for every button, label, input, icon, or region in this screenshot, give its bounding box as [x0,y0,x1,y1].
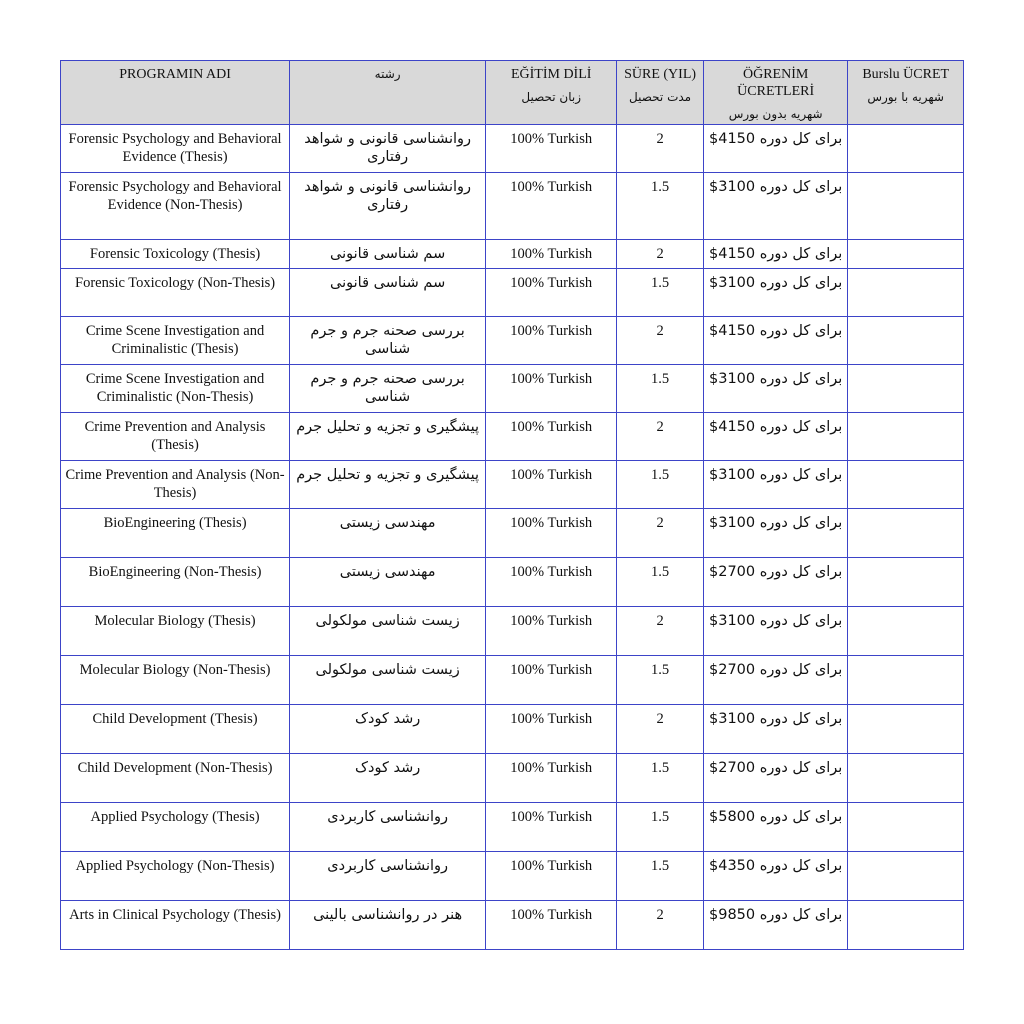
header-fee-label: ÖĞRENİM ÜCRETLERİ [737,67,815,99]
field-name: رشد کودک [290,705,486,754]
scholarship-cell [848,656,964,705]
scholarship-cell [848,240,964,269]
language-cell: 100% Turkish [486,317,617,365]
table-row [61,317,964,365]
fee-cell: برای کل دوره 2700$ [703,558,847,607]
program-name: Molecular Biology (Thesis) [61,607,290,656]
program-name: Forensic Psychology and Behavioral Evidence (Non-Thesis) [61,173,290,240]
fee-cell: برای کل دوره 3100$ [703,705,847,754]
duration-cell: 1.5 [617,461,704,509]
language-cell: 100% Turkish [486,173,617,240]
program-name: Child Development (Non-Thesis) [61,754,290,803]
header-field [290,61,486,125]
field-name: روانشناسی کاربردی [290,852,486,901]
program-name: Molecular Biology (Non-Thesis) [61,656,290,705]
language-cell: 100% Turkish [486,461,617,509]
language-cell: 100% Turkish [486,509,617,558]
field-name: رشد کودک [290,754,486,803]
header-language-sub: زبان تحصیل [521,90,582,104]
scholarship-cell [848,558,964,607]
language-cell: 100% Turkish [486,656,617,705]
table-row [61,656,964,705]
program-name: Child Development (Thesis) [61,705,290,754]
scholarship-cell [848,413,964,461]
field-name: پیشگیری و تجزیه و تحلیل جرم [290,413,486,461]
duration-cell: 1.5 [617,269,704,317]
header-program [61,61,290,125]
program-name: Forensic Toxicology (Thesis) [61,240,290,269]
table-row [61,240,964,269]
header-fee [703,61,847,125]
header-fee-sub: شهریه بدون بورس [728,107,823,121]
program-name: Crime Prevention and Analysis (Non-Thesis) [61,461,290,509]
scholarship-cell [848,803,964,852]
header-field-label: رشته [374,67,401,81]
scholarship-cell [848,852,964,901]
fee-cell: برای کل دوره 3100$ [703,173,847,240]
header-duration-label: SÜRE (YIL) [624,67,697,82]
fee-cell: برای کل دوره 3100$ [703,461,847,509]
scholarship-cell [848,509,964,558]
field-name: مهندسی زیستی [290,509,486,558]
fee-cell: برای کل دوره 4150$ [703,317,847,365]
table-row [61,365,964,413]
duration-cell: 2 [617,607,704,656]
field-name: مهندسی زیستی [290,558,486,607]
program-name: Forensic Toxicology (Non-Thesis) [61,269,290,317]
language-cell: 100% Turkish [486,125,617,173]
table-row [61,852,964,901]
duration-cell: 1.5 [617,656,704,705]
language-cell: 100% Turkish [486,705,617,754]
header-scholarship [848,61,964,125]
language-cell: 100% Turkish [486,269,617,317]
program-name: Applied Psychology (Thesis) [61,803,290,852]
field-name: زیست شناسی مولکولی [290,607,486,656]
header-program-label: PROGRAMIN ADI [119,67,231,82]
field-name: پیشگیری و تجزیه و تحلیل جرم [290,461,486,509]
scholarship-cell [848,173,964,240]
fee-cell: برای کل دوره 9850$ [703,901,847,950]
language-cell: 100% Turkish [486,413,617,461]
program-name: Applied Psychology (Non-Thesis) [61,852,290,901]
header-scholarship-sub: شهریه با بورس [867,90,944,104]
table-row [61,125,964,173]
program-name: BioEngineering (Non-Thesis) [61,558,290,607]
duration-cell: 2 [617,901,704,950]
fee-cell: برای کل دوره 4350$ [703,852,847,901]
fee-cell: برای کل دوره 2700$ [703,656,847,705]
table-row [61,754,964,803]
duration-cell: 1.5 [617,173,704,240]
fee-cell: برای کل دوره 3100$ [703,607,847,656]
program-name: Crime Prevention and Analysis (Thesis) [61,413,290,461]
field-name: زیست شناسی مولکولی [290,656,486,705]
duration-cell: 2 [617,125,704,173]
program-name: BioEngineering (Thesis) [61,509,290,558]
scholarship-cell [848,754,964,803]
table-row [61,607,964,656]
duration-cell: 2 [617,317,704,365]
header-language [486,61,617,125]
header-scholarship-label: Burslu ÜCRET [862,67,950,82]
program-name: Arts in Clinical Psychology (Thesis) [61,901,290,950]
header-duration [617,61,704,125]
fee-cell: برای کل دوره 3100$ [703,509,847,558]
field-name: روانشناسی قانونی و شواهد رفتاری [290,173,486,240]
language-cell: 100% Turkish [486,607,617,656]
language-cell: 100% Turkish [486,240,617,269]
table-row [61,803,964,852]
fee-cell: برای کل دوره 2700$ [703,754,847,803]
fee-cell: برای کل دوره 3100$ [703,269,847,317]
table-row [61,461,964,509]
scholarship-cell [848,365,964,413]
table-row [61,269,964,317]
program-name: Crime Scene Investigation and Criminalistic (Thesis) [61,317,290,365]
duration-cell: 1.5 [617,852,704,901]
fee-cell: برای کل دوره 5800$ [703,803,847,852]
scholarship-cell [848,125,964,173]
language-cell: 100% Turkish [486,365,617,413]
duration-cell: 2 [617,705,704,754]
scholarship-cell [848,269,964,317]
language-cell: 100% Turkish [486,754,617,803]
duration-cell: 2 [617,509,704,558]
program-name: Forensic Psychology and Behavioral Evidence (Thesis) [61,125,290,173]
field-name: روانشناسی قانونی و شواهد رفتاری [290,125,486,173]
language-cell: 100% Turkish [486,901,617,950]
header-duration-sub: مدت تحصیل [629,90,692,104]
field-name: سم شناسی قانونی [290,240,486,269]
fee-cell: برای کل دوره 4150$ [703,240,847,269]
fee-cell: برای کل دوره 3100$ [703,365,847,413]
duration-cell: 1.5 [617,803,704,852]
fee-cell: برای کل دوره 4150$ [703,125,847,173]
field-name: بررسی صحنه جرم و جرم شناسی [290,317,486,365]
table-row [61,705,964,754]
table-row [61,509,964,558]
program-name: Crime Scene Investigation and Criminalistic (Non-Thesis) [61,365,290,413]
header-language-label: EĞİTİM DİLİ [510,67,592,82]
language-cell: 100% Turkish [486,558,617,607]
language-cell: 100% Turkish [486,852,617,901]
field-name: هنر در روانشناسی بالینی [290,901,486,950]
scholarship-cell [848,705,964,754]
duration-cell: 1.5 [617,754,704,803]
header-row [61,61,964,125]
table-row [61,901,964,950]
duration-cell: 1.5 [617,365,704,413]
table-row [61,558,964,607]
field-name: سم شناسی قانونی [290,269,486,317]
language-cell: 100% Turkish [486,803,617,852]
table-row [61,173,964,240]
table-row [61,413,964,461]
scholarship-cell [848,607,964,656]
scholarship-cell [848,901,964,950]
scholarship-cell [848,317,964,365]
field-name: روانشناسی کاربردی [290,803,486,852]
scholarship-cell [848,461,964,509]
duration-cell: 1.5 [617,558,704,607]
field-name: بررسی صحنه جرم و جرم شناسی [290,365,486,413]
duration-cell: 2 [617,240,704,269]
program-fee-table [60,60,964,950]
fee-cell: برای کل دوره 4150$ [703,413,847,461]
duration-cell: 2 [617,413,704,461]
